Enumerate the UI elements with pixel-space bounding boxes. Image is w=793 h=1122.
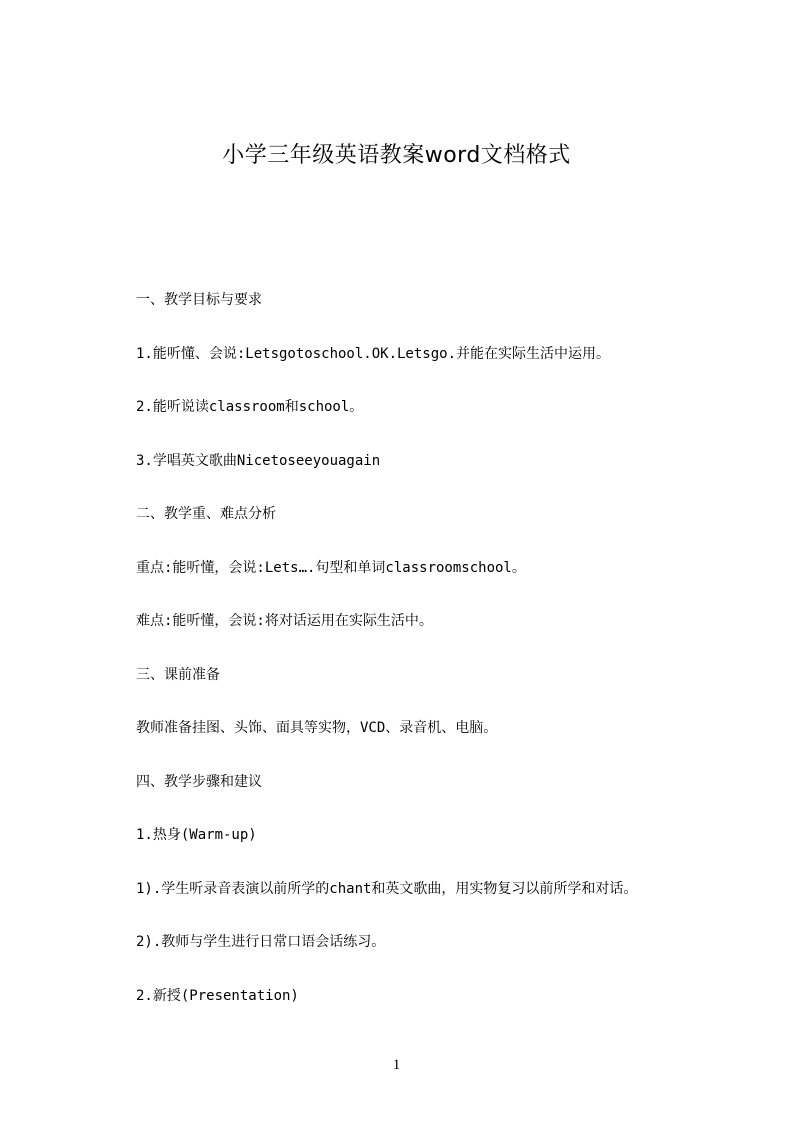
page-number: 1: [392, 1057, 401, 1073]
section-heading-key-points: 二、教学重、难点分析: [136, 506, 276, 522]
warm-up-item-1: 1).学生听录音表演以前所学的chant和英文歌曲，用实物复习以前所学和对话。: [136, 881, 638, 897]
section-heading-preparation: 三、课前准备: [136, 667, 220, 683]
warm-up-item-2: 2).教师与学生进行日常口语会话练习。: [136, 934, 386, 950]
section-heading-objectives: 一、教学目标与要求: [136, 292, 262, 308]
key-point-text: 重点:能听懂，会说:Lets….句型和单词classroomschool。: [136, 560, 526, 576]
objective-item-3: 3.学唱英文歌曲Nicetoseeyouagain: [136, 453, 381, 469]
preparation-text: 教师准备挂图、头饰、面具等实物，VCD、录音机、电脑。: [136, 720, 498, 736]
objective-item-1: 1.能听懂、会说:Letsgotoschool.OK.Letsgo.并能在实际生活中运用。: [136, 346, 611, 362]
objective-item-2: 2.能听说读classroom和school。: [136, 399, 364, 415]
document-title: 小学三年级英语教案word文档格式: [222, 143, 571, 168]
step-warm-up: 1.热身(Warm-up): [136, 827, 257, 843]
difficulty-text: 难点:能听懂，会说:将对话运用在实际生活中。: [136, 613, 433, 629]
section-heading-steps: 四、教学步骤和建议: [136, 774, 262, 790]
step-presentation: 2.新授(Presentation): [136, 988, 299, 1004]
